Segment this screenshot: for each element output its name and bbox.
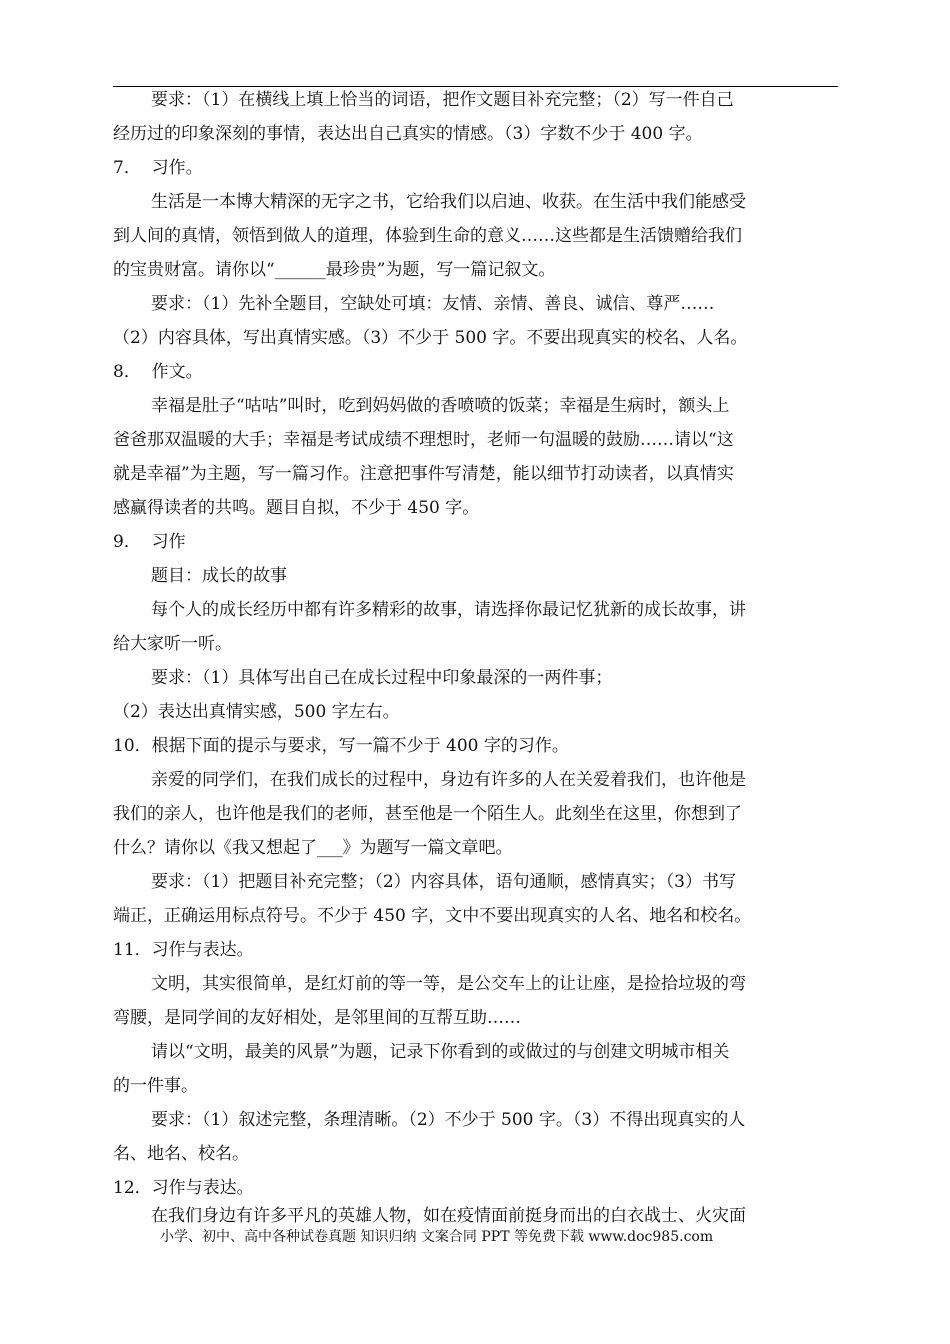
text-line: 文明，其实很简单，是红灯前的等一等，是公交车上的让让座，是捡拾垃圾的弯 bbox=[151, 974, 746, 994]
text-line: 名、地名、校名。 bbox=[113, 1144, 249, 1164]
text-line: 感赢得读者的共鸣。题目自拟，不少于 450 字。 bbox=[113, 498, 480, 518]
question-heading-12: 12．习作与表达。 bbox=[113, 1178, 254, 1198]
text-line: 的一件事。 bbox=[113, 1076, 198, 1096]
text-line: 端正，正确运用标点符号。不少于 450 字，文中不要出现真实的人名、地名和校名。 bbox=[113, 906, 752, 926]
question-heading-10: 10．根据下面的提示与要求，写一篇不少于 400 字的习作。 bbox=[113, 736, 569, 756]
text-line: 要求：（1）叙述完整，条理清晰。（2）不少于 500 字。（3）不得出现真实的人 bbox=[151, 1110, 746, 1130]
question-heading-8: 8． 作文。 bbox=[113, 362, 203, 382]
text-line: 爸爸那双温暖的大手；幸福是考试成绩不理想时，老师一句温暖的鼓励……请以“这 bbox=[113, 430, 734, 450]
text-line: 请以“文明，最美的风景”为题，记录下你看到的或做过的与创建文明城市相关 bbox=[151, 1042, 730, 1062]
text-line: 的宝贵财富。请你以“______最珍贵”为题，写一篇记叙文。 bbox=[113, 260, 556, 280]
text-line: 要求：（1）先补全题目，空缺处可填：友情、亲情、善良、诚信、尊严…… bbox=[151, 294, 715, 314]
text-line: （2）表达出真情实感，500 字左右。 bbox=[113, 702, 400, 722]
question-heading-7: 7． 习作。 bbox=[113, 158, 203, 178]
page-footer: 小学、初中、高中各种试卷真题 知识归纳 文案合同 PPT 等免费下载 www.doc985.com bbox=[160, 1229, 714, 1245]
text-line: 就是幸福”为主题，写一篇习作。注意把事件写清楚，能以细节打动读者，以真情实 bbox=[113, 464, 734, 484]
text-line: 亲爱的同学们，在我们成长的过程中，身边有许多的人在关爱着我们，也许他是 bbox=[151, 770, 746, 790]
question-heading-9: 9． 习作 bbox=[113, 532, 186, 552]
header-rule bbox=[113, 86, 838, 87]
question-heading-11: 11．习作与表达。 bbox=[113, 940, 254, 960]
text-line: 在我们身边有许多平凡的英雄人物，如在疫情面前挺身而出的白衣战士、火灾面 bbox=[151, 1206, 746, 1226]
text-line: 什么？请你以《我又想起了___》为题写一篇文章吧。 bbox=[113, 838, 513, 858]
text-line: 题目：成长的故事 bbox=[151, 566, 287, 586]
text-line: 生活是一本博大精深的无字之书，它给我们以启迪、收获。在生活中我们能感受 bbox=[151, 192, 746, 212]
text-line: 给大家听一听。 bbox=[113, 634, 232, 654]
text-line: 弯腰，是同学间的友好相处，是邻里间的互帮互助…… bbox=[113, 1008, 521, 1028]
text-line: （2）内容具体，写出真情实感。（3）不少于 500 字。不要出现真实的校名、人名。 bbox=[113, 328, 748, 348]
text-line: 每个人的成长经历中都有许多精彩的故事，请选择你最记忆犹新的成长故事，讲 bbox=[151, 600, 746, 620]
text-line: 幸福是肚子“咕咕”叫时，吃到妈妈做的香喷喷的饭菜；幸福是生病时，额头上 bbox=[151, 396, 730, 416]
text-line: 到人间的真情，领悟到做人的道理，体验到生命的意义……这些都是生活馈赠给我们 bbox=[113, 226, 742, 246]
text-line: 要求：（1）在横线上填上恰当的词语，把作文题目补充完整；（2）写一件自己 bbox=[151, 90, 734, 110]
text-line: 经历过的印象深刻的事情，表达出自己真实的情感。（3）字数不少于 400 字。 bbox=[113, 124, 703, 144]
text-line: 要求：（1）把题目补充完整；（2）内容具体，语句通顺，感情真实；（3）书写 bbox=[151, 872, 736, 892]
text-line: 我们的亲人，也许他是我们的老师，甚至他是一个陌生人。此刻坐在这里，你想到了 bbox=[113, 804, 742, 824]
text-line: 要求：（1）具体写出自己在成长过程中印象最深的一两件事； bbox=[151, 668, 613, 688]
